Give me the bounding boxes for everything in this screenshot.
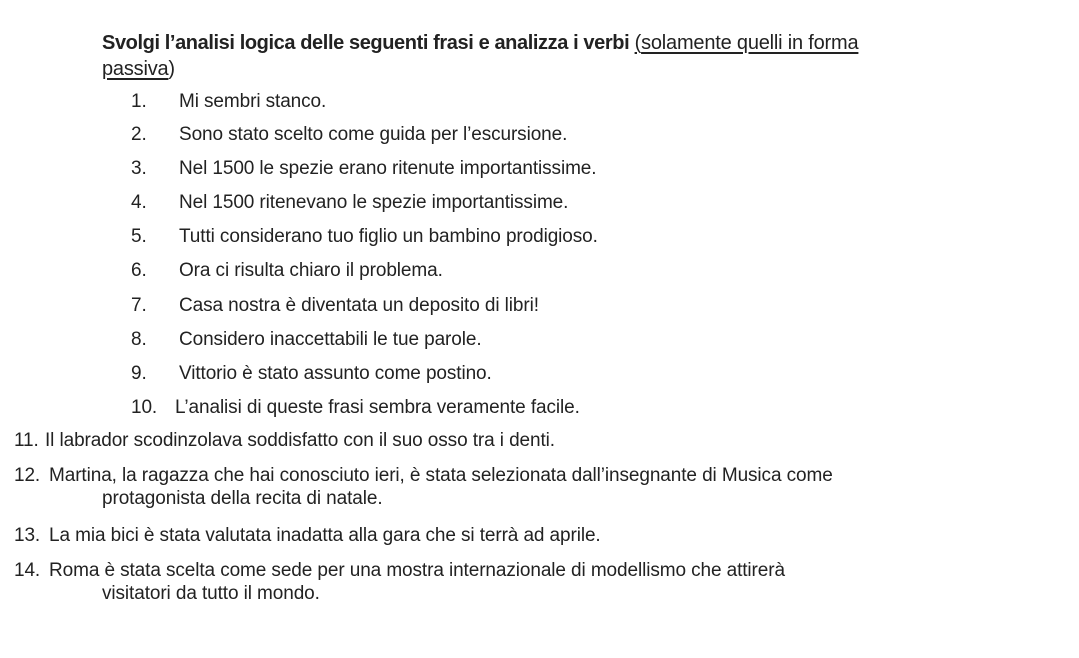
list-item-number: 6. <box>131 260 147 281</box>
instructions-underlined-text: solamente quelli in forma passiva <box>102 32 859 80</box>
list-item-text: Mi sembri stanco. <box>179 91 327 112</box>
list-item-number: 10. <box>131 397 158 418</box>
list-item-number: 8. <box>131 329 147 350</box>
list-item-text: La mia bici è stata valutata inadatta alla gara che si terrà ad aprile. <box>49 525 601 546</box>
list-item-continuation: visitatori da tutto il mondo. <box>102 583 320 604</box>
list-item-text: Vittorio è stato assunto come postino. <box>179 363 492 384</box>
instructions-bold-text: Svolgi l’analisi logica delle seguenti frasi e analizza i verbi <box>102 32 630 54</box>
list-item-text: Sono stato scelto come guida per l’escursione. <box>179 124 568 145</box>
list-item-number: 14. <box>14 560 41 581</box>
list-item-number: 9. <box>131 363 147 384</box>
list-item-number: 3. <box>131 158 147 179</box>
list-item-continuation: protagonista della recita di natale. <box>102 488 383 509</box>
list-item-number: 7. <box>131 295 147 316</box>
list-item-number: 5. <box>131 226 147 247</box>
instructions-paren-open: ( <box>634 32 642 54</box>
list-item-text: Il labrador scodinzolava soddisfatto con il suo osso tra i denti. <box>45 430 555 451</box>
list-item-text: Nel 1500 ritenevano le spezie importantissime. <box>179 192 569 213</box>
list-item-number: 4. <box>131 192 147 213</box>
list-item-text: Casa nostra è diventata un deposito di libri! <box>179 295 539 316</box>
list-item-number: 13. <box>14 525 41 546</box>
instructions-paren-close: ) <box>168 58 175 80</box>
list-item-number: 12. <box>14 465 41 486</box>
list-item-number: 11. <box>14 430 39 451</box>
list-item-text: L’analisi di queste frasi sembra veramente facile. <box>175 397 580 418</box>
list-item-text: Ora ci risulta chiaro il problema. <box>179 260 443 281</box>
list-item-text: Tutti considerano tuo figlio un bambino prodigioso. <box>179 226 598 247</box>
list-item-text: Roma è stata scelta come sede per una mostra internazionale di modellismo che attirerà <box>49 560 785 581</box>
list-item-text: Nel 1500 le spezie erano ritenute importantissime. <box>179 158 597 179</box>
list-item-number: 1. <box>131 91 147 112</box>
exercise-instructions <box>102 30 932 82</box>
list-item-text: Martina, la ragazza che hai conosciuto ieri, è stata selezionata dall’insegnante di Musica come <box>49 465 833 486</box>
list-item-number: 2. <box>131 124 147 145</box>
list-item-text: Considero inaccettabili le tue parole. <box>179 329 482 350</box>
